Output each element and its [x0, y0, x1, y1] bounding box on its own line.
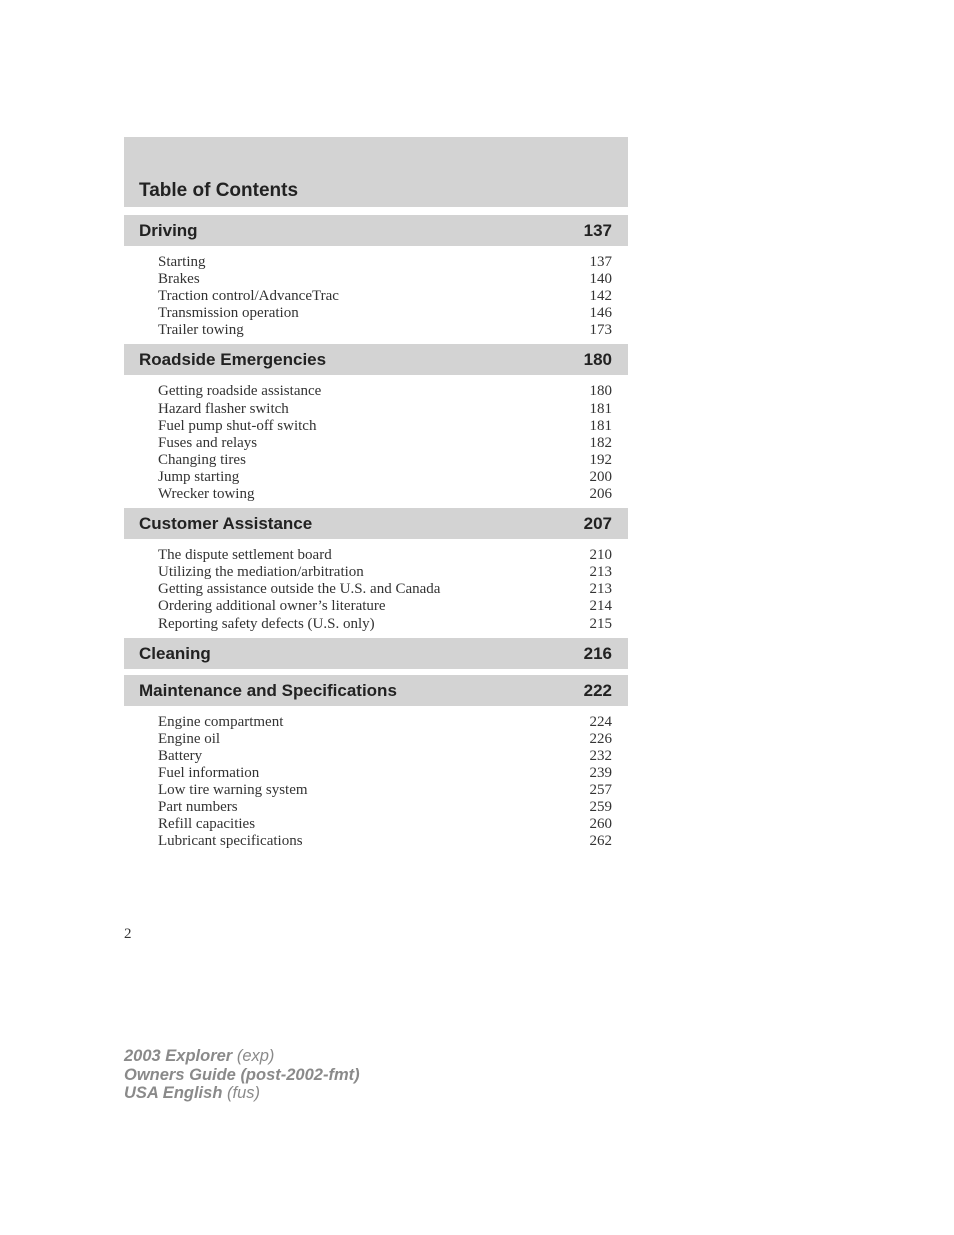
toc-section-page: 137: [583, 221, 612, 240]
toc-item-label: Reporting safety defects (U.S. only): [158, 615, 375, 632]
toc-item-label: The dispute settlement board: [158, 547, 332, 564]
toc-item-page: 173: [589, 322, 612, 339]
toc-item-label: Jump starting: [158, 468, 240, 485]
toc-item[interactable]: [124, 452, 628, 469]
footer-language: USA English: [124, 1084, 223, 1102]
toc-item-page: 257: [589, 781, 612, 798]
toc-item-label: Changing tires: [158, 451, 246, 468]
toc-item-label: Lubricant specifications: [158, 833, 303, 850]
toc-item-label: Engine compartment: [158, 713, 284, 730]
toc-item[interactable]: [124, 418, 628, 435]
toc-item[interactable]: [124, 254, 628, 271]
toc-item-list: [124, 246, 628, 344]
toc-body: [124, 215, 628, 855]
toc-item[interactable]: [124, 288, 628, 305]
toc-item[interactable]: [124, 714, 628, 731]
toc-item-label: Ordering additional owner’s literature: [158, 598, 386, 615]
toc-section-header[interactable]: [124, 215, 628, 246]
toc-section-label: Roadside Emergencies: [139, 350, 327, 370]
toc-item-label: Low tire warning system: [158, 781, 308, 798]
page-number: 2: [124, 926, 132, 942]
toc-item-label: Utilizing the mediation/arbitration: [158, 564, 364, 581]
toc-section-header[interactable]: [124, 638, 628, 669]
toc-item[interactable]: [124, 305, 628, 322]
toc-section-label: Cleaning: [139, 643, 211, 663]
toc-item-list: [124, 375, 628, 508]
toc-item-page: 210: [589, 547, 612, 564]
toc-section-page: 222: [583, 680, 612, 700]
toc-item-label: Starting: [158, 254, 206, 270]
toc-item-label: Getting assistance outside the U.S. and Canada: [158, 581, 441, 598]
toc-item[interactable]: [124, 486, 628, 503]
toc-section-header[interactable]: [124, 344, 628, 375]
page-title: Table of Contents: [139, 180, 299, 201]
toc-section-label: Driving: [139, 221, 198, 240]
toc-item-page: 215: [589, 615, 612, 632]
toc-item[interactable]: [124, 564, 628, 581]
toc-item-page: 181: [589, 417, 612, 434]
toc-item-list: [124, 706, 628, 856]
toc-item-label: Engine oil: [158, 730, 221, 747]
toc-section-header[interactable]: [124, 675, 628, 706]
toc-item[interactable]: [124, 816, 628, 833]
toc-item-page: 200: [589, 468, 612, 485]
toc-item-page: 224: [589, 713, 612, 730]
toc-item-page: 181: [589, 400, 612, 417]
toc-item[interactable]: [124, 799, 628, 816]
toc-item-page: 142: [589, 288, 612, 305]
toc-item-label: Fuses and relays: [158, 434, 258, 451]
toc-item-label: Trailer towing: [158, 322, 244, 339]
toc-item-label: Traction control/AdvanceTrac: [158, 288, 339, 305]
toc-item[interactable]: [124, 616, 628, 633]
toc-item-page: 192: [589, 451, 612, 468]
toc-item-label: Wrecker towing: [158, 486, 255, 503]
toc-section-page: 180: [583, 350, 612, 370]
footer-model: 2003 Explorer: [124, 1047, 233, 1065]
toc-item[interactable]: [124, 765, 628, 782]
footer-line-2: [124, 1066, 360, 1085]
toc-item-label: Hazard flasher switch: [158, 400, 289, 417]
toc-item[interactable]: [124, 833, 628, 850]
toc-item[interactable]: [124, 469, 628, 486]
toc-item-label: Getting roadside assistance: [158, 383, 322, 400]
toc-section-label: Maintenance and Specifications: [139, 680, 397, 700]
toc-item[interactable]: [124, 598, 628, 615]
toc-item[interactable]: [124, 581, 628, 598]
toc-item-page: 213: [589, 564, 612, 581]
toc-item[interactable]: [124, 401, 628, 418]
toc-section-header[interactable]: [124, 508, 628, 539]
toc-item-page: 182: [589, 434, 612, 451]
toc-item-page: 226: [589, 730, 612, 747]
toc-item[interactable]: [124, 322, 628, 339]
toc-item-page: 262: [589, 833, 612, 850]
toc-item-page: 146: [589, 305, 612, 322]
toc-item-label: Refill capacities: [158, 816, 256, 833]
toc-item-page: 206: [589, 486, 612, 503]
toc-item-page: 180: [589, 383, 612, 400]
toc-item[interactable]: [124, 435, 628, 452]
toc-item[interactable]: [124, 271, 628, 288]
toc-header: [124, 137, 628, 207]
toc-section-page: 207: [583, 514, 612, 534]
toc-section-label: Customer Assistance: [139, 514, 313, 534]
footer-guide: Owners Guide (post-2002-fmt): [124, 1065, 360, 1084]
toc-item[interactable]: [124, 547, 628, 564]
toc-item-page: 140: [589, 271, 612, 288]
toc-item-page: 232: [589, 747, 612, 764]
toc-item-label: Fuel information: [158, 764, 260, 781]
footer-line-3: [124, 1084, 360, 1103]
toc-item[interactable]: [124, 748, 628, 765]
toc-item-list: [124, 539, 628, 637]
toc-item-label: Battery: [158, 747, 203, 764]
toc-item-page: 213: [589, 581, 612, 598]
toc-item-page: 214: [589, 598, 612, 615]
toc-item-label: Fuel pump shut-off switch: [158, 417, 317, 434]
toc-item-label: Transmission operation: [158, 305, 299, 322]
toc-section-page: 216: [583, 643, 612, 663]
toc-item-page: 260: [589, 816, 612, 833]
toc-item[interactable]: [124, 782, 628, 799]
footer-language-code: (fus): [227, 1084, 260, 1102]
toc-item-page: 259: [589, 799, 612, 816]
toc-item-label: Brakes: [158, 271, 200, 288]
toc-item-page: 137: [589, 254, 612, 270]
toc-item-label: Part numbers: [158, 799, 238, 816]
footer: [124, 1047, 360, 1103]
toc-item-page: 239: [589, 764, 612, 781]
toc-item[interactable]: [124, 383, 628, 400]
footer-line-1: [124, 1047, 360, 1066]
footer-model-code: (exp): [236, 1047, 275, 1065]
toc-item[interactable]: [124, 731, 628, 748]
